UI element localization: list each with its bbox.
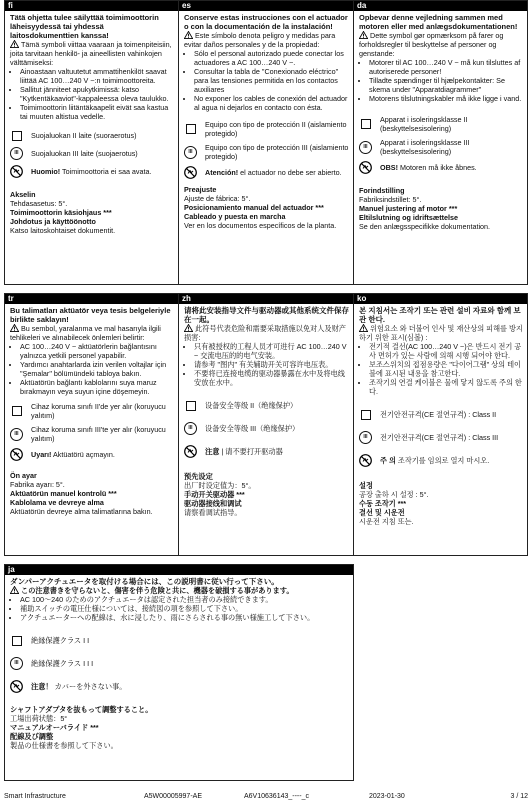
panel-title: Opbevar denne vejledning sammen med motoren eller med anlægsdokumentationen! [359,13,518,31]
footer-doc-number: A5W00005997-AE [144,793,202,800]
section-text: Aktüatörün devreye alma talimatlarına bakın. [10,507,153,516]
do-not-open-icon [10,165,23,178]
warning-triangle-icon [184,324,193,332]
section-text: Fabriksindstillet: 5°. [359,195,422,204]
protection-class-ii-text: Apparat i isoleringsklasse II (beskyttelsesisolering) [380,115,468,133]
section-title: Forindstilling [359,186,405,195]
warning-text: この注意書きを守らないと、傷害を伴う危険と共に、機器を破損する事があります。 [21,586,294,595]
section-text: Se den anlægsspecifikke dokumentation. [359,222,491,231]
section-text: 製品の仕様書を参照して下さい。 [10,741,118,750]
list-item: • Consultar la tabla de "Conexionado eléctrico" para las tensiones permitida en los contactos auxiliares [194,67,349,94]
do-not-open-icon [10,680,23,693]
safety-list [184,342,349,387]
warning-text: Este símbolo denota peligro y medidas para evitar daños personales y de la propiedad: [184,31,336,49]
protection-class-iii-icon: III [10,147,23,160]
note-text: Aktüatörü açmayın. [52,450,115,459]
protection-class-iii-text: Suojaluokan III laite (suojaerotus) [31,149,138,158]
list-item: • 조작기의 연결 케이블은 물에 닿지 않도록 주의 한다. [369,378,523,396]
list-item: • 補助スイッチの電圧仕様については、接続図の項を参照して下さい。 [20,604,349,613]
protection-class-ii-icon [12,131,22,141]
warning-triangle-icon [184,31,193,39]
language-code: zh [179,294,353,304]
list-item: • 보조스위치의 접점용량은 "다이어그램" 상의 테이블에 표시된 내용을 참고한다. [369,360,523,378]
warning-triangle-icon [10,40,19,48]
panel-title: 본 지침서는 조작기 또는 관련 설비 자료와 함께 보관 한다. [359,306,521,324]
panel-da [354,0,528,285]
list-item: • Aktüatörün bağlantı kablolarını suya maruz bırakmayın veya suyun içine döşemeyin. [20,378,174,396]
protection-class-iii-icon: III [10,657,23,670]
protection-class-ii-text: Equipo con tipo de protección II (aislamiento protegido) [205,120,347,138]
protection-class-iii-icon: III [184,146,197,159]
section-title: Toimimoottorin käsiohjaus *** [10,208,112,217]
section-title: Eltilslutning og idriftsættelse [359,213,459,222]
list-item: • 전기적 결선(AC 100…240 V ~)은 반드시 전기 공사 면허가 있는 사람에 의해 시행 되어야 한다. [369,342,523,360]
note-text: Toimimoottoria ei saa avata. [62,167,152,176]
protection-class-ii-text: Suojaluokan II laite (suoraerotus) [31,131,137,140]
warning-text: 위험요소 와 더불어 인사 및 재산상의 피해를 방지 하기 위한 표시(심볼) : [359,324,523,342]
protection-class-iii-text: 絶縁保護クラス I I I [31,659,94,668]
section-title: Ön ayar [10,471,37,480]
section-title: Cableado y puesta en marcha [184,212,286,221]
language-code: es [179,1,353,11]
language-code: ko [354,294,527,304]
section-title: 결선 및 시운전 [359,508,405,517]
section-title: シャフトアダプタを抜もって調整すること。 [10,705,153,714]
section-title: マニュアルオーバライド *** [10,723,99,732]
note-text: Motoren må ikke åbnes. [399,163,477,172]
list-item: • 只有被授权的工程人员才可进行 AC 100…240 V ~ 交流电压的的电气安装。 [194,342,349,360]
note-text: カバーを外さない事。 [54,682,127,691]
section-title: Johdotus ja käyttöönotto [10,217,96,226]
section-title: Posicionamiento manual del actuador *** [184,203,324,212]
safety-list [10,342,174,396]
safety-list [10,595,349,622]
section-title: Aktüatörün manuel kontrolü *** [10,489,117,498]
section-text: Tehdasasetus: 5°. [10,199,68,208]
protection-class-iii-text: Apparat i isoleringsklasse III (beskyttelsesisolering) [380,138,470,156]
protection-class-ii-text: 전기안전규격(CE 절연규격) : Class II [380,410,497,419]
do-not-open-icon [10,448,23,461]
note-label: 注意 [205,447,220,456]
protection-class-iii-icon: III [359,141,372,154]
list-item: • Toimimoottorin liitäntäkaapelit eivät saa kastua tai muuten altistua vedelle. [20,103,174,121]
panel-fi [4,0,179,285]
section-text: 공장 출하 시 설정 : 5°. [359,490,429,499]
language-code: tr [5,294,178,304]
protection-class-ii-icon [186,401,196,411]
protection-class-ii-icon [361,410,371,420]
section-title: Kablolama ve devreye alma [10,498,104,507]
footer-brand: Smart Infrastructure [4,793,66,800]
panel-title: 请将此安装指导文件与驱动器或其他系统文件保存在一起。 [184,306,349,324]
warning-text: Tämä symboli viittaa vaaraan ja toimenpiteisiin, joita tarvitaan henkilö- ja aineellisten vahinkojen välttämiseksi: [10,40,172,67]
protection-class-iii-icon: III [359,431,372,444]
section-title: Manuel justering af motor *** [359,204,458,213]
section-title: 预先设定 [184,472,213,481]
section-text: 出厂时设定值为：5°。 [184,481,256,490]
language-code: da [354,1,527,11]
footer-doc-id: A6V10636143_----_c [244,793,309,800]
protection-class-iii-text: Equipo con tipo de protección III (aislamiento protegido) [205,143,349,161]
language-code: ja [5,565,353,575]
list-item: • Sólo el personal autorizado puede conectar los actuadores a AC 100…240 V ~. [194,49,349,67]
protection-class-ii-icon [361,119,371,129]
safety-list [184,49,349,112]
page-footer [4,793,528,800]
note-label: Uyarı! [31,450,52,459]
list-item: • Tilladte spændinger til hjælpekontakter: Se skema under "Apparatdiagrammer" [369,76,523,94]
section-title: 수동 조작기 *** [359,499,407,508]
protection-class-ii-text: 絶縁保護クラス I I [31,636,90,645]
do-not-open-icon [184,166,197,179]
section-title: 配線及び調整 [10,732,54,741]
footer-date: 2023-01-30 [369,793,405,800]
section-title: Akselin [10,190,36,199]
footer-page-number: 3 / 12 [510,793,528,800]
list-item: • Ainoastaan valtuutetut ammattihenkilöt saavat liittää AC 100…240 V ~:n toimimoottoreita. [20,67,174,85]
warning-triangle-icon [359,31,368,39]
section-text: 请察看调试指导。 [184,508,242,517]
protection-class-iii-icon: III [184,422,197,435]
warning-triangle-icon [10,324,19,332]
warning-text: Bu sembol, yaralanma ve mal hasarıyla ilgili tehlikeleri ve alınabilecek önlemleri belirtir: [10,324,161,342]
note-label: 注意！ [31,682,53,691]
warning-text: 此符号代表危险和需要采取措施以免对人及财产损害: [184,324,346,342]
protection-class-iii-text: Cihaz koruma sınıfı III'te yer alır (koruyucu yalıtım) [31,425,166,443]
protection-class-ii-icon [12,636,22,646]
section-title: 手动开关驱动器 *** [184,490,245,499]
list-item: • Yardımcı anahtarlarda izin verilen voltajlar için "Şemalar" bölümündeki tabloya bakın. [20,360,174,378]
list-item: • AC 100…240 V ~ aktüatörlerin bağlantısını yalnızca yetkili personel yapabilir. [20,342,174,360]
section-text: Ajuste de fábrica: 5°. [184,194,251,203]
protection-class-ii-icon [186,124,196,134]
warning-triangle-icon [359,324,368,332]
protection-class-iii-text: 设备安全等级 III（绝缘保护） [205,424,300,433]
panel-title: Conserve estas instrucciones con el actuador o con la documentación de la instalación! [184,13,348,31]
do-not-open-icon [359,161,372,174]
panel-es [179,0,354,285]
language-code: fi [5,1,178,11]
panel-title: ダンパーアクチュエータを取付ける場合には、この説明書に従い行って下さい。 [10,577,279,586]
protection-class-iii-text: 전기안전규격(CE 절연규격) : Class III [380,433,499,442]
safety-list [359,342,523,396]
panel-title: Tätä ohjetta tulee säilyttää toimimoottorin läheisyydessä tai yhdessä laitosdokumenttien kanssa! [10,13,159,40]
panel-title: Bu talimatları aktüatör veya tesis belgeleriyle birlikte saklayın! [10,306,171,324]
protection-class-ii-text: Cihaz koruma sınıfı II'de yer alır (koruyucu yalıtım) [31,402,166,420]
protection-class-iii-icon: III [10,428,23,441]
section-text: Fabrika ayarı: 5°. [10,480,65,489]
note-text: el actuador no debe ser abierto. [240,168,342,177]
list-item: • アクチュエーターへの配線は、水に浸したり、雨にさらされる事の無い様施工して下さい。 [20,613,349,622]
list-item: • 请参考 "图内" 有关辅助开关可容许电压表。 [194,360,349,369]
note-label: Atención! [205,168,239,177]
note-label: Huomio! [31,167,61,176]
panel-ja [4,564,354,781]
do-not-open-icon [359,454,372,467]
panel-ko [354,293,528,556]
section-text: Katso laitoskohtaiset dokumentit. [10,226,116,235]
note-label: OBS! [380,163,398,172]
protection-class-ii-text: 设备安全等级 II（绝缘保护） [205,401,298,410]
list-item: • No exponer los cables de conexión del actuador al agua ni dejarlos en contacto con ésta. [194,94,349,112]
warning-text: Dette symbol gør opmærksom på farer og forholdsregler til beskyttelse af personer og genstande: [359,31,504,58]
section-title: 驱动器接线和调试 [184,499,242,508]
document-page [4,0,528,781]
section-text: Ver en los documentos específicos de la planta. [184,221,337,230]
section-text: 工場出荷状態：5° [10,714,68,723]
list-item: • Sallitut jänniteet apukytkimissä: katso "Kytkentäkaaviot"-kappaleessa oleva taulukko. [20,85,174,103]
panel-tr [4,293,179,556]
safety-list [10,67,174,121]
section-title: Preajuste [184,185,217,194]
list-item: • Motorens tilslutningskabler må ikke ligge i vand. [369,94,523,103]
panel-zh [179,293,354,556]
note-text: 조작기를 임의로 열지 마시오. [397,456,490,465]
safety-list [359,58,523,103]
do-not-open-icon [184,445,197,458]
protection-class-ii-icon [12,406,22,416]
list-item: • AC 100～240 のためのアクチュエータは認定された担当者のみ接続できます。 [20,595,349,604]
section-title: 설정 [359,481,373,490]
note-text: | 请不要打开驱动器 [221,447,283,456]
list-item: • 不要将已连接电缆的驱动器暴露在水中及将电线安放在水中。 [194,369,349,387]
note-label: 주 의 [380,456,396,465]
warning-triangle-icon [10,586,19,594]
list-item: • Motorer til AC 100…240 V ~ må kun tilsluttes af autoriserede personer! [369,58,523,76]
section-text: 시운전 지침 또는. [359,517,414,526]
